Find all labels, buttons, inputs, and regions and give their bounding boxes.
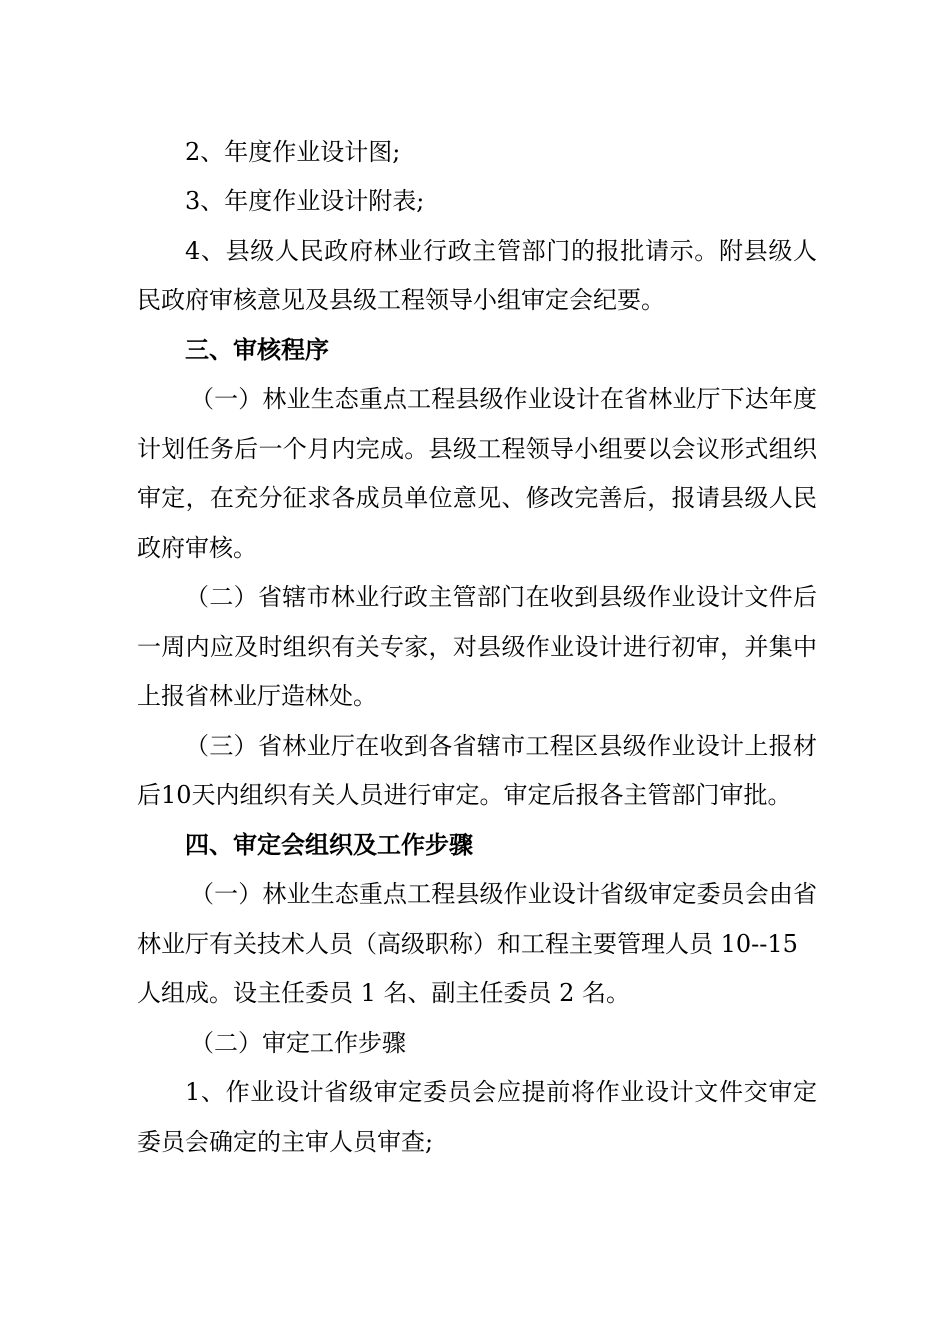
step-1-line-2: 委员会确定的主审人员审查; bbox=[137, 1128, 434, 1156]
paragraph-3-3-line-1: （三）省林业厅在收到各省辖市工程区县级作业设计上报材 bbox=[185, 732, 817, 760]
list-item-4-line-1: 4、县级人民政府林业行政主管部门的报批请示。附县级人 bbox=[185, 237, 817, 265]
paragraph-3-3-line-2: 后10天内组织有关人员进行审定。审定后报各主管部门审批。 bbox=[137, 781, 792, 809]
paragraph-4-1-line-2: 林业厅有关技术人员（高级职称）和工程主要管理人员 10--15 bbox=[137, 930, 798, 958]
paragraph-4-1-line-1: （一）林业生态重点工程县级作业设计省级审定委员会由省 bbox=[190, 880, 817, 908]
list-item-2: 2、年度作业设计图; bbox=[185, 138, 401, 166]
section-heading-3: 三、审核程序 bbox=[185, 336, 329, 364]
list-item-4-line-2: 民政府审核意见及县级工程领导小组审定会纪要。 bbox=[137, 286, 665, 314]
paragraph-3-1-line-2: 计划任务后一个月内完成。县级工程领导小组要以会议形式组织 bbox=[137, 435, 817, 463]
paragraph-3-1-line-1: （一）林业生态重点工程县级作业设计在省林业厅下达年度 bbox=[190, 385, 817, 413]
step-1-line-1: 1、作业设计省级审定委员会应提前将作业设计文件交审定 bbox=[185, 1078, 817, 1106]
paragraph-3-2-line-1: （二）省辖市林业行政主管部门在收到县级作业设计文件后 bbox=[185, 583, 817, 611]
paragraph-3-2-line-2: 一周内应及时组织有关专家，对县级作业设计进行初审，并集中 bbox=[137, 633, 817, 661]
paragraph-3-1-line-3: 审定，在充分征求各成员单位意见、修改完善后，报请县级人民 bbox=[137, 484, 817, 512]
paragraph-3-2-line-3: 上报省林业厅造林处。 bbox=[137, 682, 377, 710]
paragraph-3-1-line-4: 政府审核。 bbox=[137, 534, 257, 562]
paragraph-4-2-heading: （二）审定工作步骤 bbox=[190, 1029, 406, 1057]
list-item-3: 3、年度作业设计附表; bbox=[185, 187, 425, 215]
paragraph-4-1-line-3: 人组成。设主任委员 1 名、副主任委员 2 名。 bbox=[137, 979, 631, 1007]
section-heading-4: 四、审定会组织及工作步骤 bbox=[185, 831, 473, 859]
